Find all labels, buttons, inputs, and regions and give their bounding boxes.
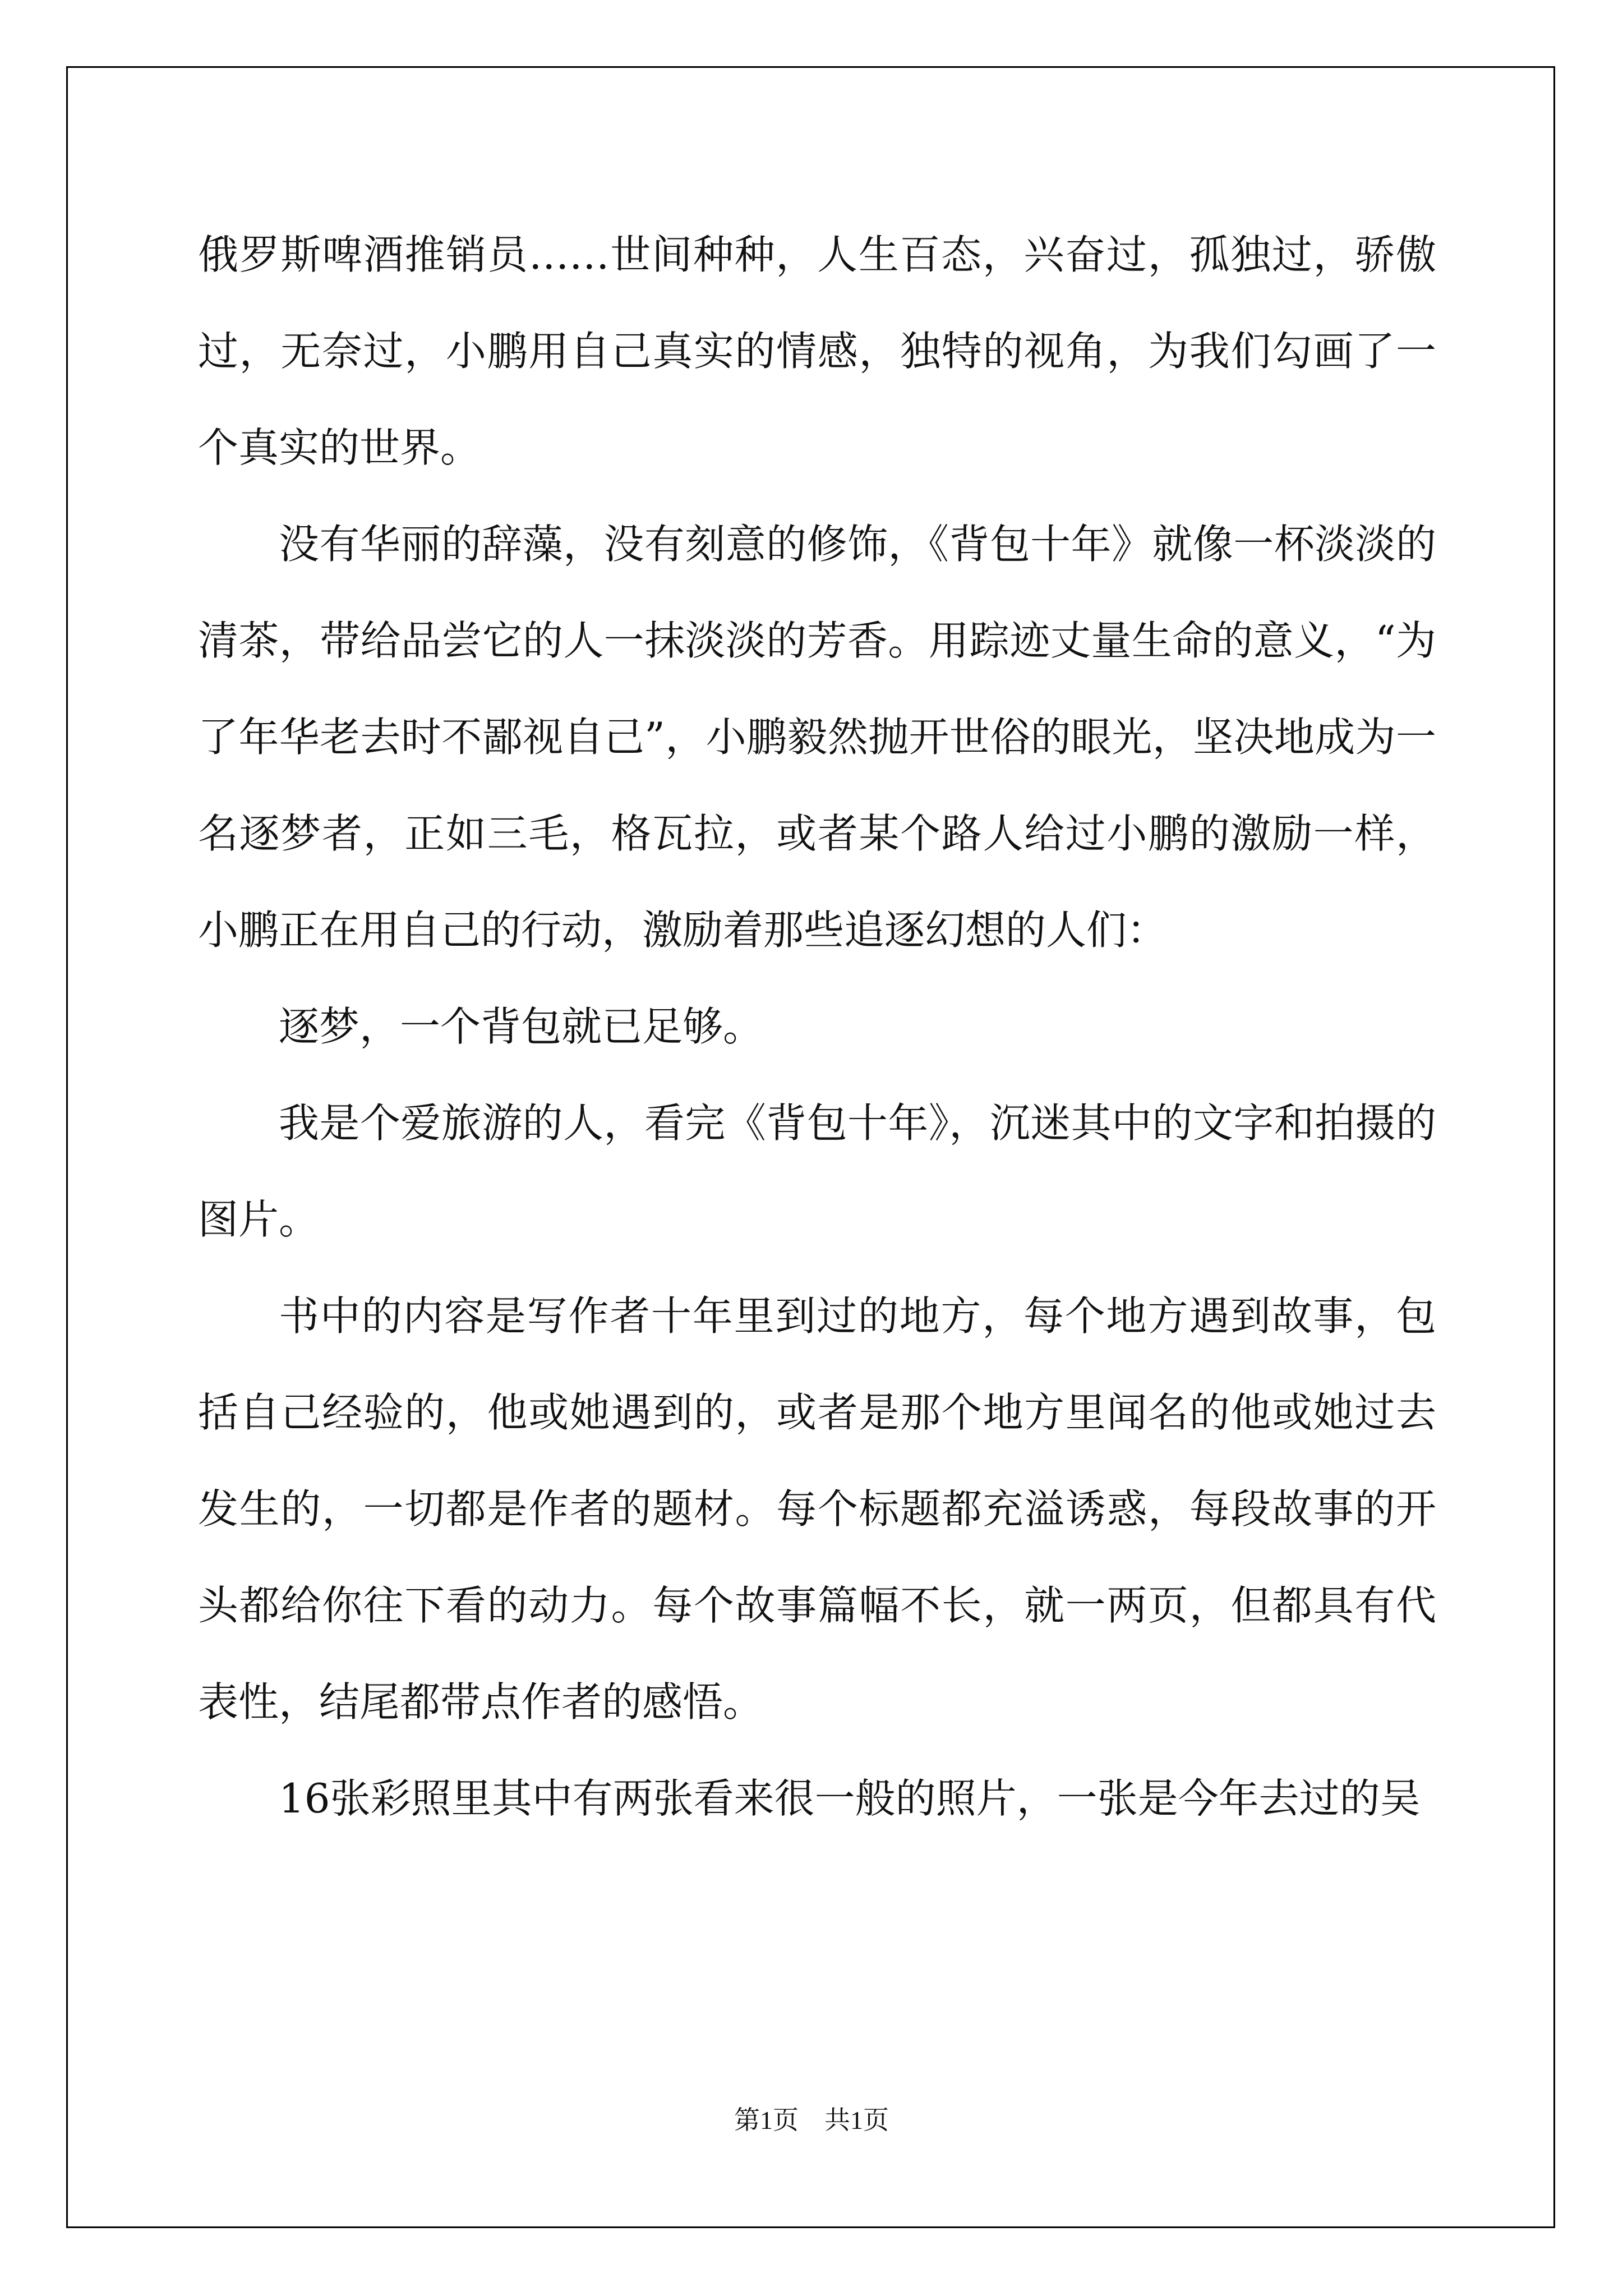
paragraph-3: 逐梦，一个背包就已足够。 (279, 1003, 764, 1050)
document-body (198, 206, 1436, 1847)
paragraph-1: 俄罗斯啤酒推销员……世间种种，人生百态，兴奋过，孤独过，骄傲过，无奈过，小鹏用自己真实的情感，独特的视角，为我们勾画了一个真实的世界。 (198, 231, 1436, 471)
paragraph-2: 没有华丽的辞藻，没有刻意的修饰，《背包十年》就像一杯淡淡的清茶，带给品尝它的人一抹淡淡的芳香。用踪迹丈量生命的意义，“为了年华老去时不鄙视自己”，小鹏毅然抛开世俗的眼光，坚决地成为一名逐梦者，正如三毛，格瓦拉，或者某个路人给过小鹏的激励一样，小鹏正在用自己的行动，激励着那些追逐幻想的人们： (198, 521, 1436, 954)
page-number-footer: 第1页 共1页 (734, 2106, 889, 2134)
paragraph-5: 书中的内容是写作者十年里到过的地方，每个地方遇到故事，包括自己经验的，他或她遇到的，或者是那个地方里闻名的他或她过去发生的，一切都是作者的题材。每个标题都充溢诱惑，每段故事的开头都给你往下看的动力。每个故事篇幅不长，就一两页，但都具有代表性，结尾都带点作者的感悟。 (198, 1292, 1436, 1726)
paragraph-6: 16张彩照里其中有两张看来很一般的照片，一张是今年去过的吴 (279, 1775, 1421, 1822)
paragraph-4: 我是个爱旅游的人，看完《背包十年》，沉迷其中的文字和拍摄的图片。 (198, 1099, 1436, 1243)
